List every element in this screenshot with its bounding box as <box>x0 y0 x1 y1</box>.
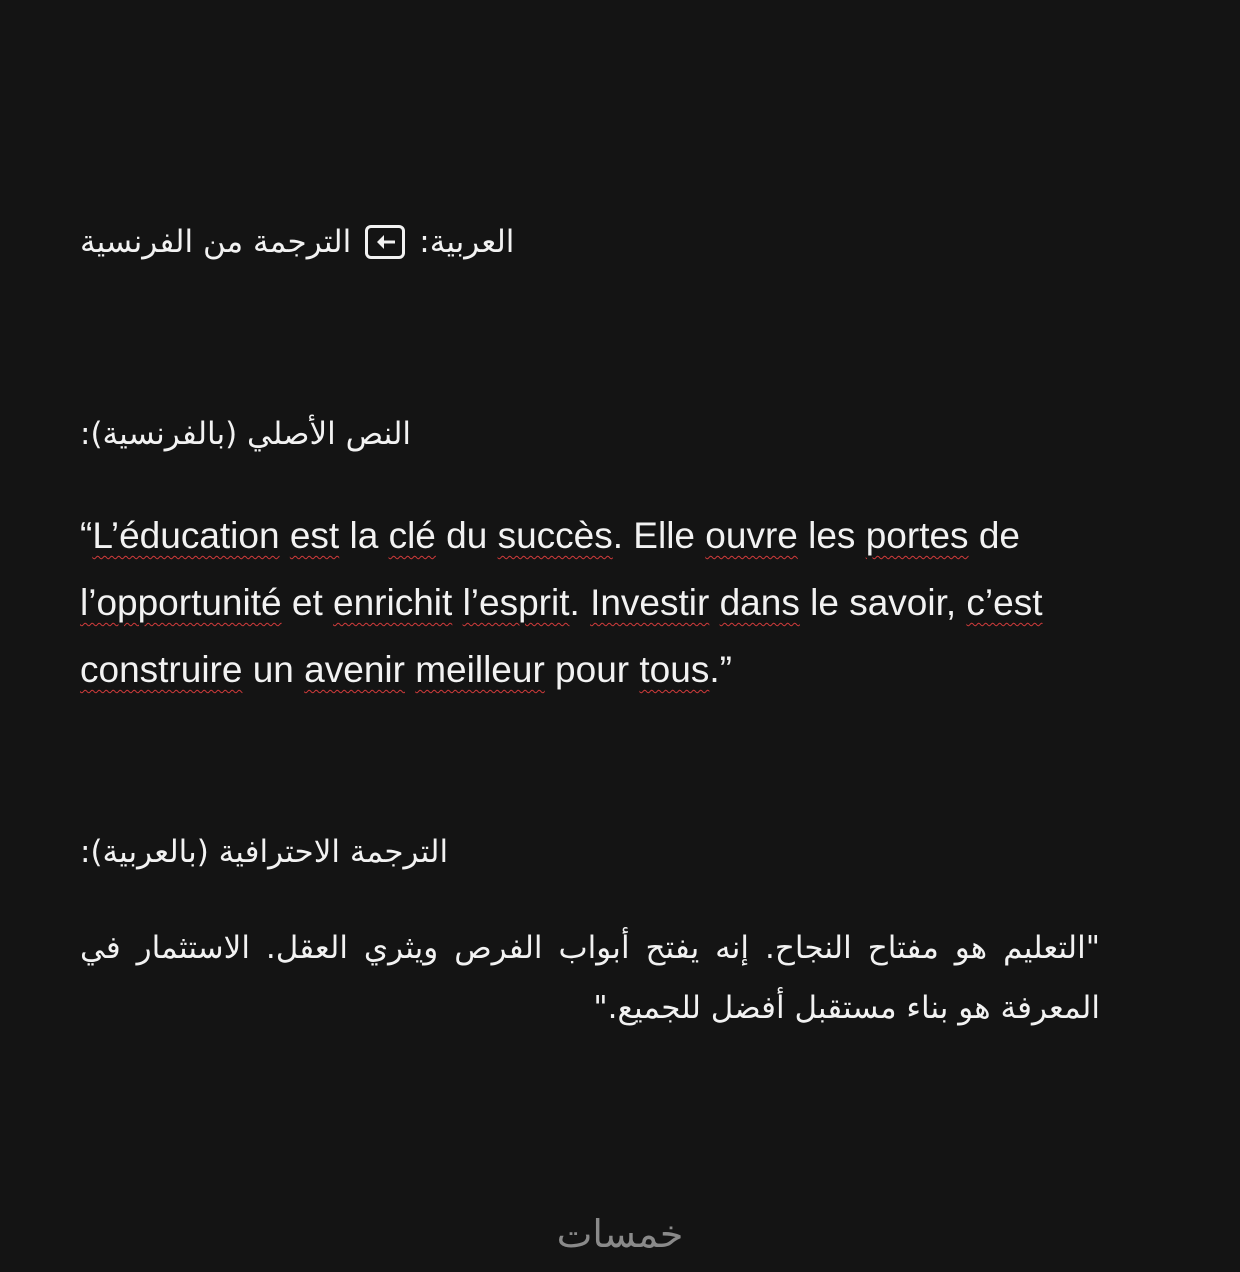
text-segment: “ <box>80 515 93 556</box>
text-segment: les <box>797 515 866 556</box>
original-text-heading: النص الأصلي (بالفرنسية): <box>80 416 412 452</box>
spellcheck-flagged-word: dans <box>719 582 800 623</box>
spellcheck-flagged-word: tous <box>639 649 710 690</box>
translation-heading: الترجمة الاحترافية (بالعربية): <box>80 834 449 870</box>
page-title <box>80 222 514 262</box>
khamsat-logo: خمسات <box>556 1212 684 1256</box>
arrow-left-key-icon <box>365 225 405 259</box>
text-segment <box>452 582 462 623</box>
text-segment: la <box>339 515 389 556</box>
text-segment: le savoir, <box>799 582 967 623</box>
text-segment: .” <box>709 649 732 690</box>
spellcheck-flagged-word: est <box>289 515 340 556</box>
spellcheck-flagged-word: meilleur <box>415 649 545 690</box>
spellcheck-flagged-word: portes <box>865 515 969 556</box>
spellcheck-flagged-word: enrichit <box>333 582 453 623</box>
text-segment: . Elle <box>612 515 706 556</box>
spellcheck-flagged-word: avenir <box>304 649 405 690</box>
spellcheck-flagged-word: ouvre <box>705 515 798 556</box>
spellcheck-flagged-word: L’éducation <box>92 515 280 556</box>
text-segment <box>405 649 415 690</box>
text-segment: un <box>242 649 305 690</box>
text-segment: du <box>435 515 498 556</box>
text-segment: et <box>281 582 334 623</box>
spellcheck-flagged-word: construire <box>80 649 243 690</box>
spellcheck-flagged-word: l’esprit <box>462 582 570 623</box>
spellcheck-flagged-word: l’opportunité <box>80 582 282 623</box>
spellcheck-flagged-word: succès <box>497 515 613 556</box>
text-segment: pour <box>544 649 640 690</box>
french-original-paragraph <box>80 502 1160 703</box>
text-segment <box>709 582 719 623</box>
title-part-1: الترجمة من الفرنسية <box>80 224 352 260</box>
spellcheck-flagged-word: c’est <box>966 582 1043 623</box>
spellcheck-flagged-word: clé <box>388 515 436 556</box>
arabic-translation-paragraph: "التعليم هو مفتاح النجاح. إنه يفتح أبواب الفرص ويثري العقل. الاستثمار في المعرفة هو بناء مستقبل أفضل للجميع." <box>80 930 1100 1026</box>
text-segment: . <box>569 582 591 623</box>
spellcheck-flagged-word: Investir <box>590 582 710 623</box>
text-segment <box>280 515 290 556</box>
text-segment: de <box>968 515 1020 556</box>
title-part-2: العربية: <box>419 224 515 260</box>
